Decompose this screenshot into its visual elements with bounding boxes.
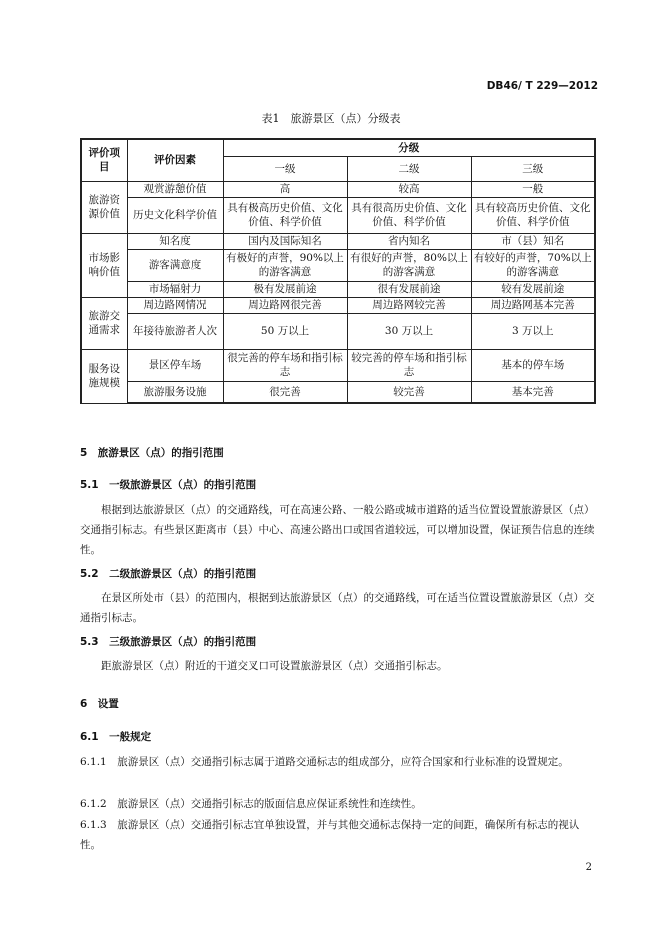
grade1-cell: 高 [223,181,347,197]
factor-cell: 知名度 [127,233,223,249]
section-5-heading: 5 旅游景区（点）的指引范围 [80,447,224,459]
clause-6-1-2: 6.1.2 旅游景区（点）交通指引标志的版面信息应保证系统性和连续性。 [80,798,422,810]
clause-6-1-1: 6.1.1 旅游景区（点）交通指引标志属于道路交通标志的组成部分，应符合国家和行业标准的设置规定。 [80,756,569,768]
group-label: 旅游交通需求 [81,297,127,349]
grade3-cell: 3 万以上 [471,313,595,349]
factor-cell: 景区停车场 [127,349,223,381]
section-5-2-text: 在景区所处市（县）的范围内，根据到达旅游景区（点）的交通路线，可在适当位置设置旅游景区（点）交通指引标志。 [80,592,595,624]
group-label: 服务设施规模 [81,349,127,403]
section-5-2-heading: 5.2 二级旅游景区（点）的指引范围 [80,568,257,580]
page-number: 2 [585,862,592,873]
grade1-cell: 极有发展前途 [223,281,347,297]
grading-table [80,138,596,404]
group-label: 旅游资源价值 [81,181,127,233]
factor-cell: 市场辐射力 [127,281,223,297]
section-6-heading: 6 设置 [80,698,119,710]
factor-cell: 旅游服务设施 [127,381,223,403]
section-5-3-heading: 5.3 三级旅游景区（点）的指引范围 [80,636,257,648]
grade2-cell: 很有发展前途 [347,281,471,297]
document-code: DB46/ T 229—2012 [486,80,598,92]
grade3-cell: 具有较高历史价值、文化价值、科学价值 [471,197,595,233]
grade3-cell: 较有发展前途 [471,281,595,297]
grade2-cell: 有很好的声誉，80%以上的游客满意 [347,249,471,281]
grade1-cell: 很完善 [223,381,347,403]
grade2-cell: 较高 [347,181,471,197]
grade2-cell: 具有很高历史价值、文化价值、科学价值 [347,197,471,233]
factor-cell: 观赏游憩价值 [127,181,223,197]
grade2-cell: 30 万以上 [347,313,471,349]
header-grade-1: 一级 [223,156,347,181]
grade1-cell: 周边路网很完善 [223,297,347,313]
factor-cell: 周边路网情况 [127,297,223,313]
section-6-1-heading: 6.1 一般规定 [80,731,152,743]
grade1-cell: 具有极高历史价值、文化价值、科学价值 [223,197,347,233]
factor-cell: 游客满意度 [127,249,223,281]
grade3-cell: 基本完善 [471,381,595,403]
grade1-cell: 有极好的声誉，90%以上的游客满意 [223,249,347,281]
factor-cell: 历史文化科学价值 [127,197,223,233]
section-5-1-heading: 5.1 一级旅游景区（点）的指引范围 [80,479,257,491]
grade3-cell: 周边路网基本完善 [471,297,595,313]
header-factor: 评价因素 [127,139,223,181]
group-label: 市场影响价值 [81,233,127,297]
grade2-cell: 省内知名 [347,233,471,249]
header-item: 评价项目 [81,139,127,181]
grade1-cell: 很完善的停车场和指引标志 [223,349,347,381]
grade3-cell: 一般 [471,181,595,197]
grade3-cell: 有较好的声誉，70%以上的游客满意 [471,249,595,281]
grade1-cell: 国内及国际知名 [223,233,347,249]
section-5-3-text: 距旅游景区（点）附近的干道交叉口可设置旅游景区（点）交通指引标志。 [101,660,448,672]
section-5-1-text: 根据到达旅游景区（点）的交通路线，可在高速公路、一般公路或城市道路的适当位置设置旅游景区（点）交通指引标志。有些景区距离市（县）中心、高速公路出口或国省道较远，可以增加设置，保证预告信息的连续性。 [80,504,595,556]
grade3-cell: 基本的停车场 [471,349,595,381]
grade2-cell: 较完善 [347,381,471,403]
grade1-cell: 50 万以上 [223,313,347,349]
table-caption: 表1 旅游景区（点）分级表 [261,112,401,125]
header-grade-3: 三级 [471,156,595,181]
header-grade: 分级 [223,139,595,156]
header-grade-2: 二级 [347,156,471,181]
grade2-cell: 较完善的停车场和指引标志 [347,349,471,381]
factor-cell: 年接待旅游者人次 [127,313,223,349]
grade3-cell: 市（县）知名 [471,233,595,249]
grade2-cell: 周边路网较完善 [347,297,471,313]
clause-6-1-3: 6.1.3 旅游景区（点）交通指引标志宜单独设置，并与其他交通标志保持一定的间距，确保所有标志的视认性。 [80,819,580,851]
